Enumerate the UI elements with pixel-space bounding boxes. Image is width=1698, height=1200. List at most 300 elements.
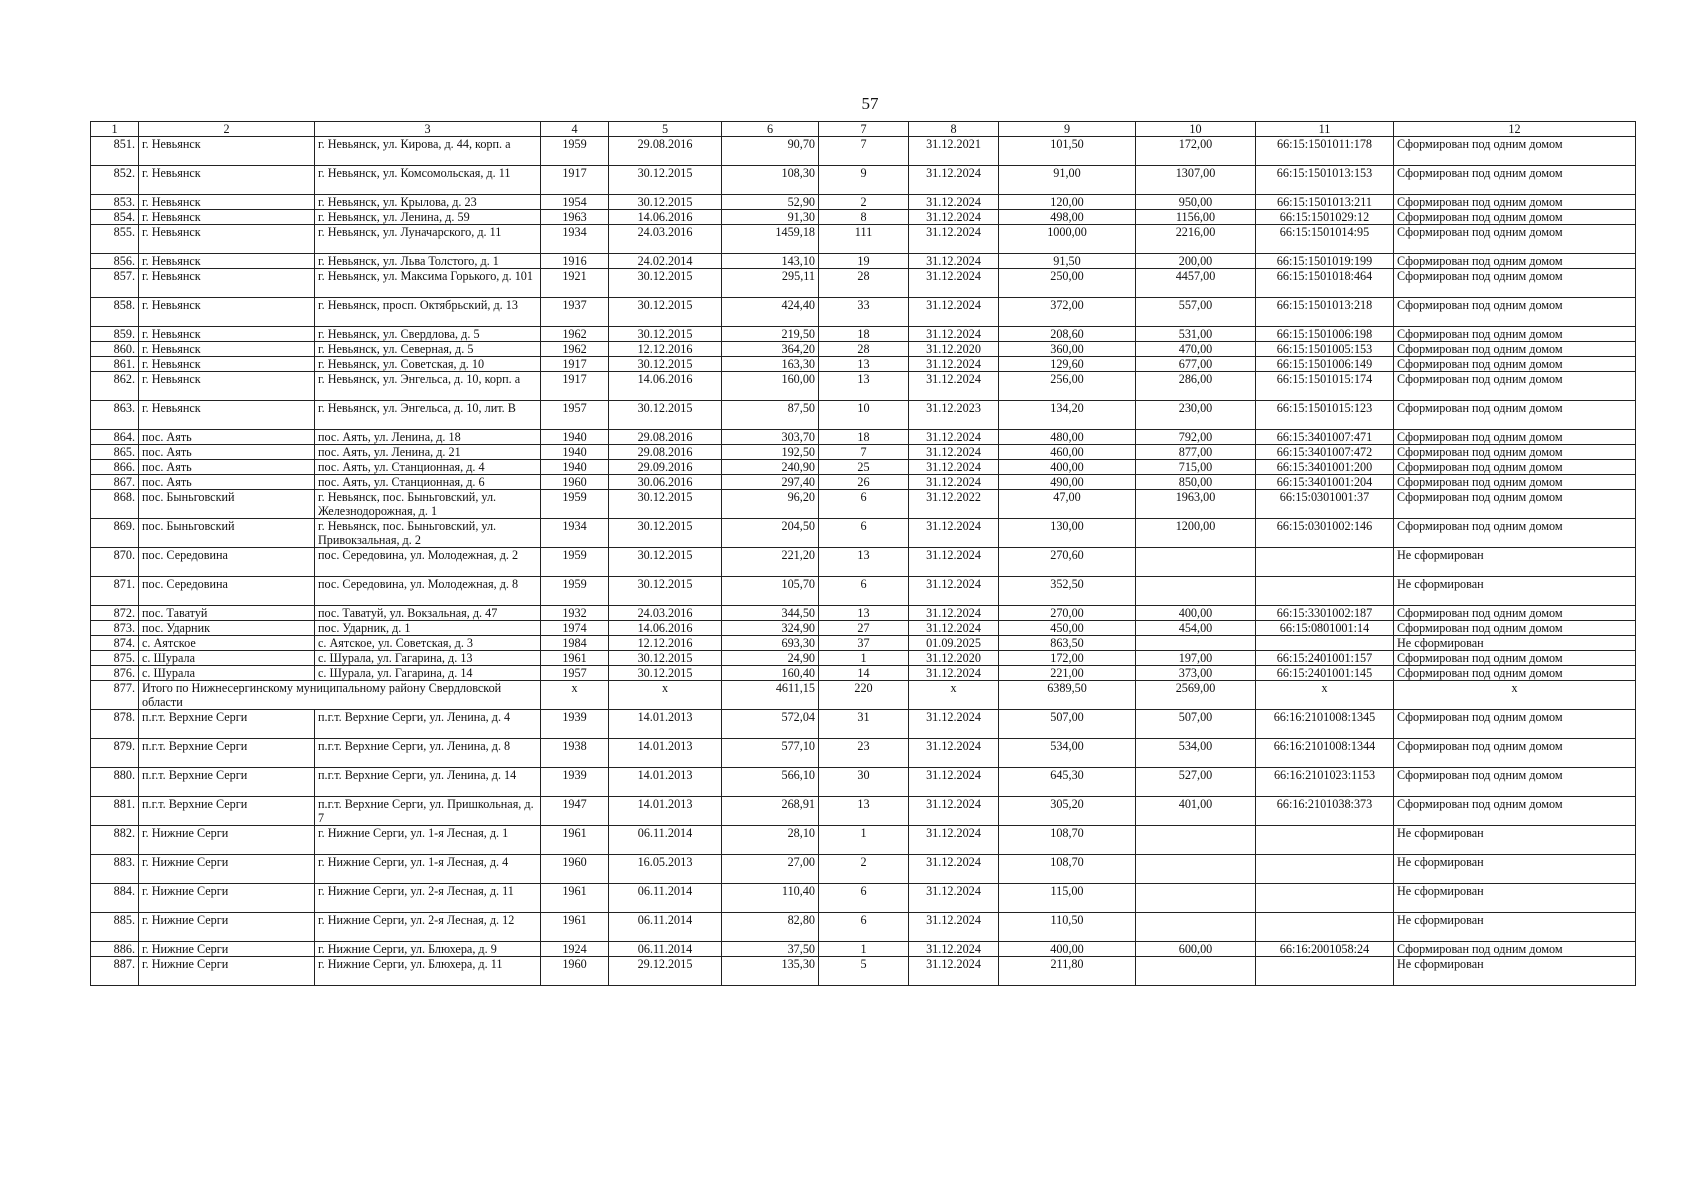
settlement-cell: г. Нижние Серги — [139, 957, 315, 986]
settlement-cell: пос. Аять — [139, 475, 315, 490]
settlement-cell: пос. Быньговский — [139, 519, 315, 548]
year-built-cell: 1939 — [541, 710, 609, 739]
row-number-cell: 872. — [91, 606, 139, 621]
settlement-cell: г. Невьянск — [139, 210, 315, 225]
deadline-cell: 01.09.2025 — [909, 636, 999, 651]
land-area-cell: 1200,00 — [1136, 519, 1256, 548]
row-number-cell: 883. — [91, 855, 139, 884]
area-cell: 28,10 — [722, 826, 819, 855]
land-status-cell: Сформирован под одним домом — [1394, 430, 1636, 445]
settlement-cell: пос. Аять — [139, 460, 315, 475]
deadline-cell: 31.12.2024 — [909, 298, 999, 327]
address-cell: г. Невьянск, ул. Комсомольская, д. 11 — [315, 166, 541, 195]
area-planned-cell: 460,00 — [999, 445, 1136, 460]
deadline-cell: 31.12.2024 — [909, 606, 999, 621]
cadastral-number-cell: 66:15:2401001:145 — [1256, 666, 1394, 681]
date-cell: 30.12.2015 — [609, 666, 722, 681]
address-cell: п.г.т. Верхние Серги, ул. Ленина, д. 14 — [315, 768, 541, 797]
address-cell: пос. Аять, ул. Станционная, д. 4 — [315, 460, 541, 475]
deadline-cell: 31.12.2024 — [909, 710, 999, 739]
total-c7-cell: 220 — [819, 681, 909, 710]
date-cell: 30.12.2015 — [609, 195, 722, 210]
deadline-cell: 31.12.2024 — [909, 269, 999, 298]
date-cell: 30.12.2015 — [609, 357, 722, 372]
date-cell: 06.11.2014 — [609, 826, 722, 855]
residents-cell: 6 — [819, 519, 909, 548]
settlement-cell: пос. Аять — [139, 445, 315, 460]
area-planned-cell: 108,70 — [999, 855, 1136, 884]
year-built-cell: 1938 — [541, 739, 609, 768]
land-status-cell: Сформирован под одним домом — [1394, 401, 1636, 430]
land-status-cell: Сформирован под одним домом — [1394, 768, 1636, 797]
cadastral-number-cell: 66:15:1501015:174 — [1256, 372, 1394, 401]
residents-cell: 13 — [819, 548, 909, 577]
land-area-cell: 534,00 — [1136, 739, 1256, 768]
deadline-cell: 31.12.2024 — [909, 195, 999, 210]
area-planned-cell: 134,20 — [999, 401, 1136, 430]
table-row — [91, 651, 1636, 666]
settlement-cell: п.г.т. Верхние Серги — [139, 797, 315, 826]
table-row — [91, 269, 1636, 298]
table-row — [91, 460, 1636, 475]
cadastral-number-cell: 66:15:1501013:211 — [1256, 195, 1394, 210]
land-area-cell: 4457,00 — [1136, 269, 1256, 298]
settlement-cell: г. Нижние Серги — [139, 855, 315, 884]
deadline-cell: 31.12.2024 — [909, 957, 999, 986]
residents-cell: 10 — [819, 401, 909, 430]
residents-cell: 28 — [819, 342, 909, 357]
land-status-cell: Сформирован под одним домом — [1394, 372, 1636, 401]
area-planned-cell: 863,50 — [999, 636, 1136, 651]
area-planned-cell: 372,00 — [999, 298, 1136, 327]
total-c12-cell: x — [1394, 681, 1636, 710]
area-cell: 91,30 — [722, 210, 819, 225]
land-area-cell: 172,00 — [1136, 137, 1256, 166]
total-c6-cell: 4611,15 — [722, 681, 819, 710]
cadastral-number-cell: 66:15:3301002:187 — [1256, 606, 1394, 621]
area-planned-cell: 91,50 — [999, 254, 1136, 269]
deadline-cell: 31.12.2024 — [909, 577, 999, 606]
address-cell: г. Невьянск, ул. Энгельса, д. 10, лит. В — [315, 401, 541, 430]
settlement-cell: пос. Середовина — [139, 577, 315, 606]
land-area-cell: 200,00 — [1136, 254, 1256, 269]
address-cell: г. Невьянск, ул. Ленина, д. 59 — [315, 210, 541, 225]
cadastral-number-cell — [1256, 884, 1394, 913]
date-cell: 29.08.2016 — [609, 445, 722, 460]
address-cell: с. Шурала, ул. Гагарина, д. 14 — [315, 666, 541, 681]
address-cell: пос. Аять, ул. Ленина, д. 18 — [315, 430, 541, 445]
table-row — [91, 548, 1636, 577]
area-planned-cell: 47,00 — [999, 490, 1136, 519]
area-planned-cell: 645,30 — [999, 768, 1136, 797]
residents-cell: 26 — [819, 475, 909, 490]
date-cell: 29.08.2016 — [609, 430, 722, 445]
cadastral-number-cell: 66:15:1501006:149 — [1256, 357, 1394, 372]
land-status-cell: Не сформирован — [1394, 636, 1636, 651]
area-cell: 143,10 — [722, 254, 819, 269]
land-area-cell: 527,00 — [1136, 768, 1256, 797]
settlement-cell: пос. Аять — [139, 430, 315, 445]
date-cell: 29.12.2015 — [609, 957, 722, 986]
area-cell: 27,00 — [722, 855, 819, 884]
address-cell: пос. Аять, ул. Ленина, д. 21 — [315, 445, 541, 460]
area-cell: 572,04 — [722, 710, 819, 739]
deadline-cell: 31.12.2024 — [909, 445, 999, 460]
land-status-cell: Не сформирован — [1394, 577, 1636, 606]
settlement-cell: г. Нижние Серги — [139, 826, 315, 855]
area-cell: 268,91 — [722, 797, 819, 826]
land-area-cell — [1136, 855, 1256, 884]
address-cell: г. Невьянск, ул. Луначарского, д. 11 — [315, 225, 541, 254]
residents-cell: 13 — [819, 372, 909, 401]
residents-cell: 27 — [819, 621, 909, 636]
address-cell: г. Невьянск, ул. Свердлова, д. 5 — [315, 327, 541, 342]
land-area-cell: 2216,00 — [1136, 225, 1256, 254]
cadastral-number-cell: 66:16:2101023:1153 — [1256, 768, 1394, 797]
land-status-cell: Сформирован под одним домом — [1394, 606, 1636, 621]
land-area-cell: 373,00 — [1136, 666, 1256, 681]
year-built-cell: 1959 — [541, 548, 609, 577]
area-planned-cell: 507,00 — [999, 710, 1136, 739]
row-number-cell: 860. — [91, 342, 139, 357]
column-header: 10 — [1136, 122, 1256, 137]
total-row — [91, 681, 1636, 710]
address-cell: г. Нижние Серги, ул. 2-я Лесная, д. 12 — [315, 913, 541, 942]
land-status-cell: Сформирован под одним домом — [1394, 225, 1636, 254]
land-status-cell: Сформирован под одним домом — [1394, 621, 1636, 636]
row-number-cell: 874. — [91, 636, 139, 651]
address-cell: г. Невьянск, ул. Максима Горького, д. 101 — [315, 269, 541, 298]
address-cell: с. Аятское, ул. Советская, д. 3 — [315, 636, 541, 651]
area-planned-cell: 480,00 — [999, 430, 1136, 445]
area-cell: 160,40 — [722, 666, 819, 681]
area-cell: 160,00 — [722, 372, 819, 401]
row-number-cell: 878. — [91, 710, 139, 739]
year-built-cell: 1937 — [541, 298, 609, 327]
cadastral-number-cell — [1256, 826, 1394, 855]
area-planned-cell: 221,00 — [999, 666, 1136, 681]
cadastral-number-cell — [1256, 548, 1394, 577]
row-number-cell: 871. — [91, 577, 139, 606]
deadline-cell: 31.12.2024 — [909, 739, 999, 768]
table-row — [91, 884, 1636, 913]
table-row — [91, 225, 1636, 254]
area-planned-cell: 101,50 — [999, 137, 1136, 166]
date-cell: 30.12.2015 — [609, 490, 722, 519]
settlement-cell: с. Шурала — [139, 666, 315, 681]
table-row — [91, 210, 1636, 225]
year-built-cell: 1961 — [541, 913, 609, 942]
land-status-cell: Сформирован под одним домом — [1394, 269, 1636, 298]
cadastral-number-cell: 66:15:1501019:199 — [1256, 254, 1394, 269]
column-header: 11 — [1256, 122, 1394, 137]
area-planned-cell: 400,00 — [999, 460, 1136, 475]
deadline-cell: 31.12.2024 — [909, 210, 999, 225]
area-cell: 204,50 — [722, 519, 819, 548]
land-area-cell: 950,00 — [1136, 195, 1256, 210]
row-number-cell: 877. — [91, 681, 139, 710]
land-status-cell: Не сформирован — [1394, 855, 1636, 884]
year-built-cell: 1916 — [541, 254, 609, 269]
residents-cell: 13 — [819, 606, 909, 621]
area-cell: 96,20 — [722, 490, 819, 519]
table-row — [91, 957, 1636, 986]
cadastral-number-cell: 66:15:0301002:146 — [1256, 519, 1394, 548]
area-cell: 297,40 — [722, 475, 819, 490]
area-cell: 221,20 — [722, 548, 819, 577]
deadline-cell: 31.12.2024 — [909, 621, 999, 636]
cadastral-number-cell: 66:15:1501013:153 — [1256, 166, 1394, 195]
land-area-cell — [1136, 636, 1256, 651]
land-status-cell: Не сформирован — [1394, 548, 1636, 577]
area-cell: 364,20 — [722, 342, 819, 357]
land-status-cell: Сформирован под одним домом — [1394, 797, 1636, 826]
land-status-cell: Сформирован под одним домом — [1394, 739, 1636, 768]
date-cell: 30.12.2015 — [609, 519, 722, 548]
row-number-cell: 884. — [91, 884, 139, 913]
area-planned-cell: 270,60 — [999, 548, 1136, 577]
year-built-cell: 1957 — [541, 666, 609, 681]
settlement-cell: г. Невьянск — [139, 225, 315, 254]
residents-cell: 1 — [819, 651, 909, 666]
deadline-cell: 31.12.2021 — [909, 137, 999, 166]
area-cell: 24,90 — [722, 651, 819, 666]
land-area-cell: 401,00 — [1136, 797, 1256, 826]
area-planned-cell: 108,70 — [999, 826, 1136, 855]
residents-cell: 30 — [819, 768, 909, 797]
settlement-cell: пос. Таватуй — [139, 606, 315, 621]
land-area-cell: 507,00 — [1136, 710, 1256, 739]
residents-cell: 23 — [819, 739, 909, 768]
settlement-cell: г. Невьянск — [139, 269, 315, 298]
land-area-cell: 715,00 — [1136, 460, 1256, 475]
table-row — [91, 401, 1636, 430]
cadastral-number-cell: 66:15:1501018:464 — [1256, 269, 1394, 298]
row-number-cell: 885. — [91, 913, 139, 942]
cadastral-number-cell: 66:15:1501015:123 — [1256, 401, 1394, 430]
area-planned-cell: 534,00 — [999, 739, 1136, 768]
row-number-cell: 852. — [91, 166, 139, 195]
address-cell: пос. Аять, ул. Станционная, д. 6 — [315, 475, 541, 490]
residents-cell: 13 — [819, 797, 909, 826]
area-cell: 424,40 — [722, 298, 819, 327]
deadline-cell: 31.12.2022 — [909, 490, 999, 519]
date-cell: 14.01.2013 — [609, 797, 722, 826]
land-area-cell: 850,00 — [1136, 475, 1256, 490]
year-built-cell: 1974 — [541, 621, 609, 636]
year-built-cell: 1959 — [541, 137, 609, 166]
year-built-cell: 1963 — [541, 210, 609, 225]
date-cell: 16.05.2013 — [609, 855, 722, 884]
settlement-cell: г. Невьянск — [139, 401, 315, 430]
row-number-cell: 859. — [91, 327, 139, 342]
year-built-cell: 1940 — [541, 445, 609, 460]
table-row — [91, 666, 1636, 681]
land-status-cell: Сформирован под одним домом — [1394, 137, 1636, 166]
year-built-cell: 1954 — [541, 195, 609, 210]
year-built-cell: 1934 — [541, 519, 609, 548]
land-status-cell: Не сформирован — [1394, 826, 1636, 855]
total-c11-cell: x — [1256, 681, 1394, 710]
row-number-cell: 869. — [91, 519, 139, 548]
address-cell: г. Невьянск, пос. Быньговский, ул. Железнодорожная, д. 1 — [315, 490, 541, 519]
year-built-cell: 1924 — [541, 942, 609, 957]
settlement-cell: п.г.т. Верхние Серги — [139, 768, 315, 797]
cadastral-number-cell: 66:15:1501029:12 — [1256, 210, 1394, 225]
residents-cell: 13 — [819, 357, 909, 372]
settlement-cell: пос. Быньговский — [139, 490, 315, 519]
table-row — [91, 254, 1636, 269]
settlement-cell: г. Невьянск — [139, 342, 315, 357]
column-header: 5 — [609, 122, 722, 137]
date-cell: 06.11.2014 — [609, 913, 722, 942]
date-cell: 12.12.2016 — [609, 636, 722, 651]
cadastral-number-cell — [1256, 855, 1394, 884]
deadline-cell: 31.12.2024 — [909, 372, 999, 401]
row-number-cell: 855. — [91, 225, 139, 254]
address-cell: г. Нижние Серги, ул. Блюхера, д. 11 — [315, 957, 541, 986]
settlement-cell: г. Невьянск — [139, 298, 315, 327]
deadline-cell: 31.12.2024 — [909, 225, 999, 254]
cadastral-number-cell: 66:15:0301001:37 — [1256, 490, 1394, 519]
area-planned-cell: 91,00 — [999, 166, 1136, 195]
row-number-cell: 858. — [91, 298, 139, 327]
area-planned-cell: 110,50 — [999, 913, 1136, 942]
year-built-cell: 1962 — [541, 342, 609, 357]
address-cell: с. Шурала, ул. Гагарина, д. 13 — [315, 651, 541, 666]
deadline-cell: 31.12.2024 — [909, 913, 999, 942]
cadastral-number-cell: 66:15:1501006:198 — [1256, 327, 1394, 342]
deadline-cell: 31.12.2024 — [909, 884, 999, 913]
row-number-cell: 882. — [91, 826, 139, 855]
area-planned-cell: 250,00 — [999, 269, 1136, 298]
land-status-cell: Не сформирован — [1394, 913, 1636, 942]
area-cell: 135,30 — [722, 957, 819, 986]
land-area-cell: 400,00 — [1136, 606, 1256, 621]
land-area-cell: 230,00 — [1136, 401, 1256, 430]
date-cell: 24.03.2016 — [609, 225, 722, 254]
area-cell: 52,90 — [722, 195, 819, 210]
row-number-cell: 856. — [91, 254, 139, 269]
year-built-cell: 1961 — [541, 826, 609, 855]
area-cell: 240,90 — [722, 460, 819, 475]
land-area-cell — [1136, 913, 1256, 942]
settlement-cell: г. Невьянск — [139, 195, 315, 210]
residents-cell: 6 — [819, 490, 909, 519]
address-cell: г. Невьянск, ул. Северная, д. 5 — [315, 342, 541, 357]
year-built-cell: 1984 — [541, 636, 609, 651]
land-area-cell — [1136, 577, 1256, 606]
table-row — [91, 298, 1636, 327]
cadastral-number-cell: 66:15:3401001:200 — [1256, 460, 1394, 475]
land-status-cell: Сформирован под одним домом — [1394, 460, 1636, 475]
cadastral-number-cell: 66:16:2001058:24 — [1256, 942, 1394, 957]
residents-cell: 6 — [819, 884, 909, 913]
row-number-cell: 865. — [91, 445, 139, 460]
deadline-cell: 31.12.2024 — [909, 519, 999, 548]
area-cell: 1459,18 — [722, 225, 819, 254]
land-status-cell: Сформирован под одним домом — [1394, 166, 1636, 195]
cadastral-number-cell — [1256, 957, 1394, 986]
date-cell: 30.12.2015 — [609, 401, 722, 430]
date-cell: 30.12.2015 — [609, 651, 722, 666]
land-status-cell: Сформирован под одним домом — [1394, 210, 1636, 225]
page-number: 57 — [861, 94, 879, 113]
land-status-cell: Сформирован под одним домом — [1394, 195, 1636, 210]
date-cell: 06.11.2014 — [609, 942, 722, 957]
cadastral-number-cell: 66:16:2101008:1345 — [1256, 710, 1394, 739]
area-planned-cell: 305,20 — [999, 797, 1136, 826]
area-cell: 90,70 — [722, 137, 819, 166]
area-cell: 344,50 — [722, 606, 819, 621]
address-cell: п.г.т. Верхние Серги, ул. Пришкольная, д. 7 — [315, 797, 541, 826]
year-built-cell: 1960 — [541, 957, 609, 986]
row-number-cell: 863. — [91, 401, 139, 430]
land-status-cell: Сформирован под одним домом — [1394, 327, 1636, 342]
column-header: 9 — [999, 122, 1136, 137]
settlement-cell: г. Нижние Серги — [139, 884, 315, 913]
area-planned-cell: 211,80 — [999, 957, 1136, 986]
area-cell: 163,30 — [722, 357, 819, 372]
cadastral-number-cell: 66:16:2101038:373 — [1256, 797, 1394, 826]
column-header: 2 — [139, 122, 315, 137]
table-row — [91, 372, 1636, 401]
residents-cell: 5 — [819, 957, 909, 986]
deadline-cell: 31.12.2024 — [909, 666, 999, 681]
area-planned-cell: 1000,00 — [999, 225, 1136, 254]
cadastral-number-cell: 66:15:1501005:153 — [1256, 342, 1394, 357]
deadline-cell: 31.12.2024 — [909, 166, 999, 195]
table-row — [91, 490, 1636, 519]
column-header: 1 — [91, 122, 139, 137]
year-built-cell: 1940 — [541, 460, 609, 475]
residents-cell: 7 — [819, 137, 909, 166]
land-area-cell: 470,00 — [1136, 342, 1256, 357]
cadastral-number-cell — [1256, 913, 1394, 942]
residents-cell: 18 — [819, 430, 909, 445]
row-number-cell: 879. — [91, 739, 139, 768]
land-area-cell: 1307,00 — [1136, 166, 1256, 195]
date-cell: 14.06.2016 — [609, 372, 722, 401]
address-cell: пос. Середовина, ул. Молодежная, д. 8 — [315, 577, 541, 606]
settlement-cell: г. Невьянск — [139, 254, 315, 269]
land-status-cell: Сформирован под одним домом — [1394, 666, 1636, 681]
row-number-cell: 851. — [91, 137, 139, 166]
year-built-cell: 1940 — [541, 430, 609, 445]
column-header: 6 — [722, 122, 819, 137]
land-area-cell — [1136, 957, 1256, 986]
row-number-cell: 857. — [91, 269, 139, 298]
residents-cell: 2 — [819, 855, 909, 884]
cadastral-number-cell: 66:15:0801001:14 — [1256, 621, 1394, 636]
address-cell: г. Нижние Серги, ул. Блюхера, д. 9 — [315, 942, 541, 957]
settlement-cell: п.г.т. Верхние Серги — [139, 710, 315, 739]
date-cell: 30.12.2015 — [609, 166, 722, 195]
settlement-cell: г. Нижние Серги — [139, 942, 315, 957]
residents-cell: 14 — [819, 666, 909, 681]
year-built-cell: 1939 — [541, 768, 609, 797]
deadline-cell: 31.12.2024 — [909, 855, 999, 884]
cadastral-number-cell: 66:15:1501013:218 — [1256, 298, 1394, 327]
area-cell: 37,50 — [722, 942, 819, 957]
table-row — [91, 768, 1636, 797]
address-cell: г. Невьянск, ул. Советская, д. 10 — [315, 357, 541, 372]
area-cell: 219,50 — [722, 327, 819, 342]
area-planned-cell: 172,00 — [999, 651, 1136, 666]
table-row — [91, 855, 1636, 884]
residents-cell: 25 — [819, 460, 909, 475]
cadastral-number-cell: 66:15:3401001:204 — [1256, 475, 1394, 490]
